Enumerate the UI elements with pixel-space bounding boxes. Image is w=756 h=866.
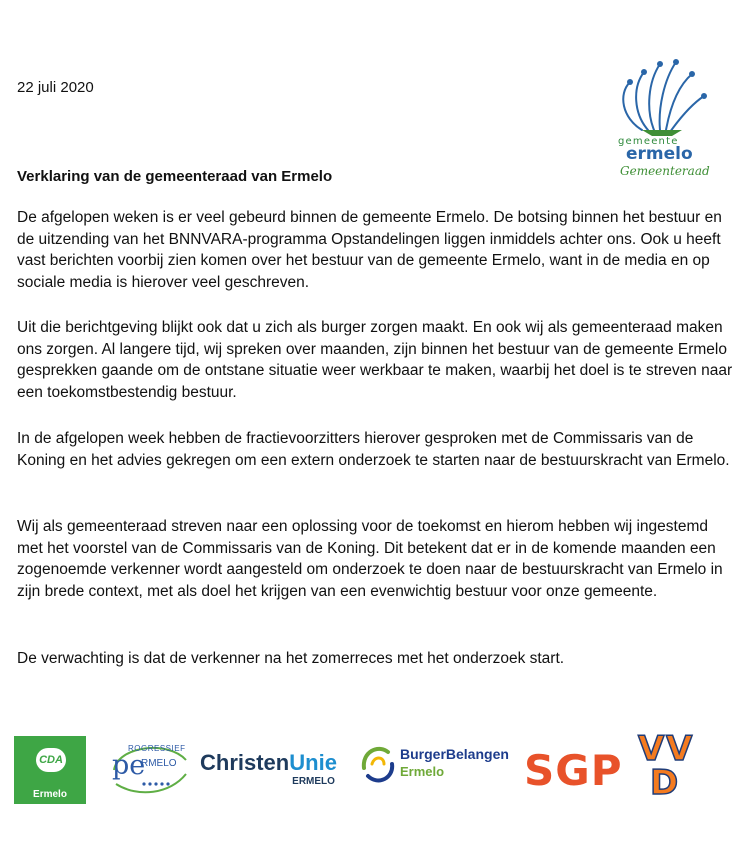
document-title: Verklaring van de gemeenteraad van Ermelo (17, 168, 333, 185)
christenunie-part2: Unie (289, 750, 337, 775)
progressief-small-text: ROGRESSIEF (128, 744, 186, 753)
burgerbelangen-name-text: BurgerBelangen (400, 746, 509, 762)
paragraph-4: Wij als gemeenteraad streven naar een oplossing voor de toekomst en hierom hebben wij ingestemd met het voorstel van de Commissaris van de Koning. Dit betekent dat er in de komende maanden een zogenoemde verkenner wordt aangesteld om onderzoek te doen naar de bestuurskracht van Ermelo in zijn brede context, met als doel het krijgen van een evenwichtig bestuur voor onze gemeente. (17, 518, 723, 600)
gemeente-ermelo-logo (612, 52, 712, 182)
paragraph-1: De afgelopen weken is er veel gebeurd binnen de gemeente Ermelo. De botsing binnen het bestuur en de uitzending van het BNNVARA-programma Opstandelingen liggen inmiddels achter ons. Ook u heeft vast berichten voorbij zien komen over het bestuur van de gemeente Ermelo, want in de media en op sociale media is hierover veel geschreven. (17, 209, 722, 291)
paragraph-2: Uit die berichtgeving blijkt ook dat u zich als burger zorgen maakt. En ook wij als gemeenteraad maken ons zorgen. Al langere tijd, wij spreken over maanden, zijn binnen het bestuur van de gemeente Ermelo gesprekken gaande om de ontstane situatie weer werkbaar te maken, waarbij het doel is te streven naar een toekomstbestendig bestuur. (17, 319, 733, 401)
burgerbelangen-city-text: Ermelo (400, 764, 445, 779)
peacock-emblem-icon (612, 52, 712, 138)
cda-badge-text: CDA (36, 748, 66, 772)
progressief-city-text: RMELO (141, 758, 177, 769)
burgerbelangen-swirl-icon (358, 742, 398, 786)
cda-city-text: Ermelo (33, 789, 67, 800)
party-logos-row (0, 724, 756, 824)
cda-logo (14, 736, 86, 804)
vvd-letter-v1: V (638, 729, 665, 769)
burgerbelangen-logo (358, 742, 518, 800)
paragraph-3: In de afgelopen week hebben de fractievoorzitters hierover gesproken met de Commissaris van de Koning en het advies gekregen om een extern onderzoek te starten naar de bestuurskracht van Ermelo. (17, 430, 730, 469)
logo-gemeenteraad-text: Gemeenteraad (620, 164, 710, 178)
progressief-ermelo-logo (108, 740, 190, 798)
paragraph-5: De verwachting is dat de verkenner na het zomerreces met het onderzoek start. (17, 650, 565, 667)
christenunie-city-text: ERMELO (292, 776, 335, 787)
progressief-big-text: pe (112, 750, 146, 781)
christenunie-logo (200, 750, 337, 787)
letter-date: 22 juli 2020 (17, 79, 94, 96)
logo-ermelo-text: ermelo (626, 144, 693, 164)
vvd-logo (636, 726, 708, 798)
logo-gemeente-text: gemeente (618, 136, 679, 147)
christenunie-part1: Christen (200, 750, 290, 775)
vvd-letter-v2: V (666, 729, 693, 769)
vvd-letter-d: D (650, 763, 679, 798)
sgp-logo: SGP (524, 746, 623, 795)
